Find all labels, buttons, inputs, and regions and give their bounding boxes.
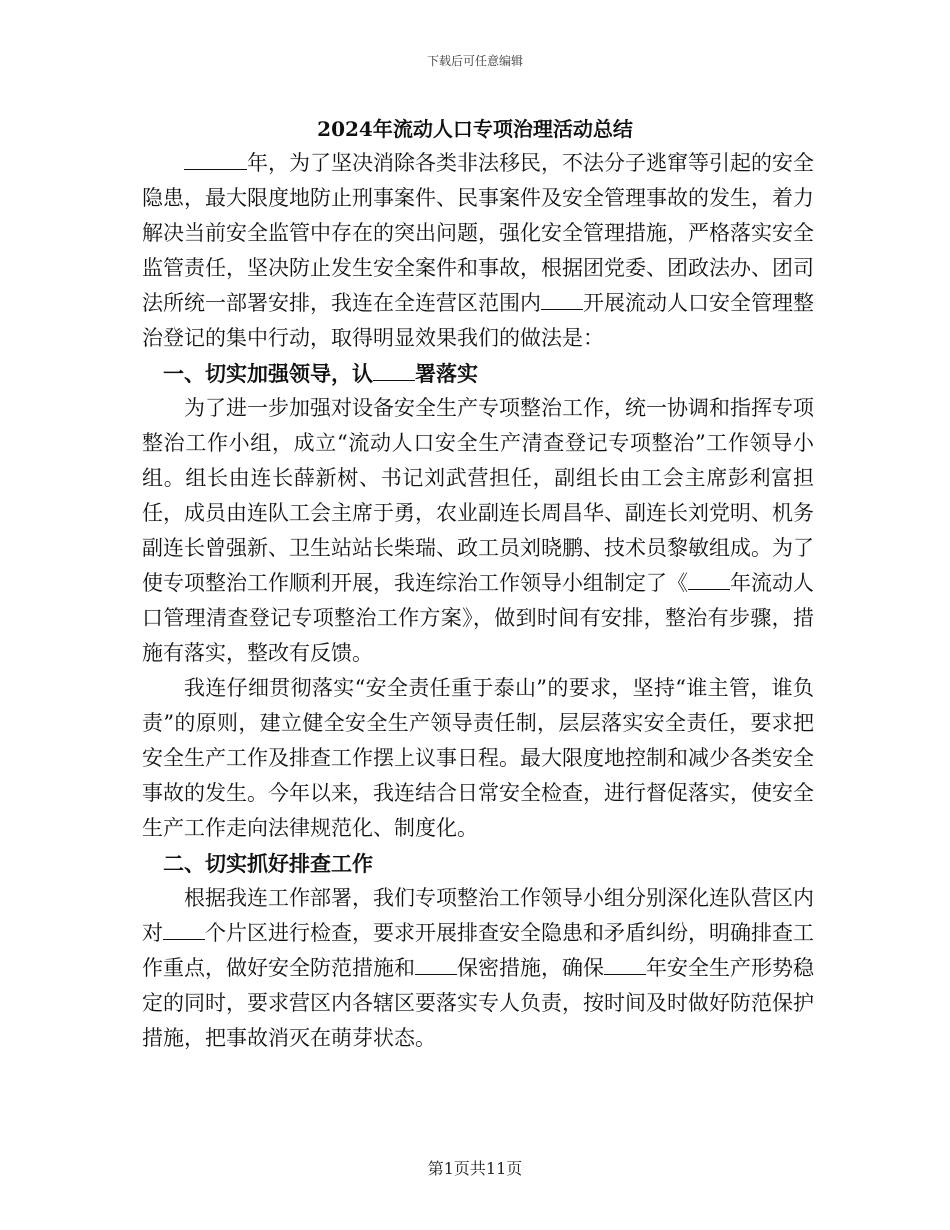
blank-underline [184,148,247,170]
paragraph-text: 年安全生产形势稳定的同时，要求营区内各辖区要落实专人负责，按时间及时做好防范保护措施，把事故消灭在萌芽状态。 [142,956,814,1050]
paragraph-text: 年，为了坚决消除各类非法移民，不法分子逃窜等引起的安全隐患，最大限度地防止刑事案件、民事案件及安全管理事故的发生，着力解决当前安全监管中存在的突出问题，强化安全管理措施，严格落实安全监管责任，坚决防止发生安全案件和事故，根据团党委、团政法办、团司法所统一部署安排，我连在全连营区范围内 [142,151,814,315]
section-heading-1 [142,356,814,391]
blank-underline [604,953,646,975]
document-title: 2024年流动人口专项治理活动总结 [317,117,633,141]
paragraph-leadership [142,391,814,671]
paragraph-text: 个片区进行检查，要求开展排查安全隐患和矛盾纠纷，明确排查工作重点，做好安全防范措施和 [142,921,814,980]
paragraph-inspection [142,881,814,1056]
paragraph-text: 保密措施，确保 [457,956,604,980]
paragraph-responsibility: 我连仔细贯彻落实“安全责任重于泰山”的要求，坚持“谁主管，谁负责”的原则，建立健全安全生产领导责任制，层层落实安全责任，要求把安全生产工作及排查工作摆上议事日程。最大限度地控制和减少各类安全事故的发生。今年以来，我连结合日常安全检查，进行督促落实，使安全生产工作走向法律规范化、制度化。 [142,676,814,840]
header-note: 下载后可任意编辑 [426,54,523,68]
blank-underline [163,918,205,940]
blank-underline [688,568,730,590]
paragraph-text: 年流动人口管理清查登记专项整治工作方案》，做到时间有安排，整治有步骤，措施有落实，整改有反馈。 [142,571,814,665]
heading-text: 署落实 [415,361,478,386]
document-body [142,146,814,1056]
section-heading-2: 二、切实抓好排查工作 [163,851,373,876]
page-number: 第1页共11页 [427,1159,523,1178]
paragraph-intro [142,146,814,356]
paragraph-text: 开展流动人口安全管理整治登记的集中行动，取得明显效果我们的做法是： [142,291,814,350]
paragraph-text: 为了进一步加强对设备安全生产专项整治工作，统一协调和指挥专项整治工作小组，成立“流动人口安全生产清查登记专项整治”工作领导小组。组长由连长薛新树、书记刘武营担任，副组长由工会主席彭利富担任，成员由连队工会主席于勇，农业副连长周昌华、副连长刘党明、机务副连长曾强新、卫生站站长柴瑞、政工员刘晓鹏、技术员黎敏组成。为了使专项整治工作顺利开展，我连综治工作领导小组制定了《 [142,396,814,595]
heading-text: 一、切实加强领导，认 [163,361,373,386]
blank-underline [415,953,457,975]
paragraph-text: 根据我连工作部署，我们专项整治工作领导小组分别深化连队营区内对 [142,886,814,945]
blank-underline [373,359,415,381]
blank-underline [541,288,583,310]
